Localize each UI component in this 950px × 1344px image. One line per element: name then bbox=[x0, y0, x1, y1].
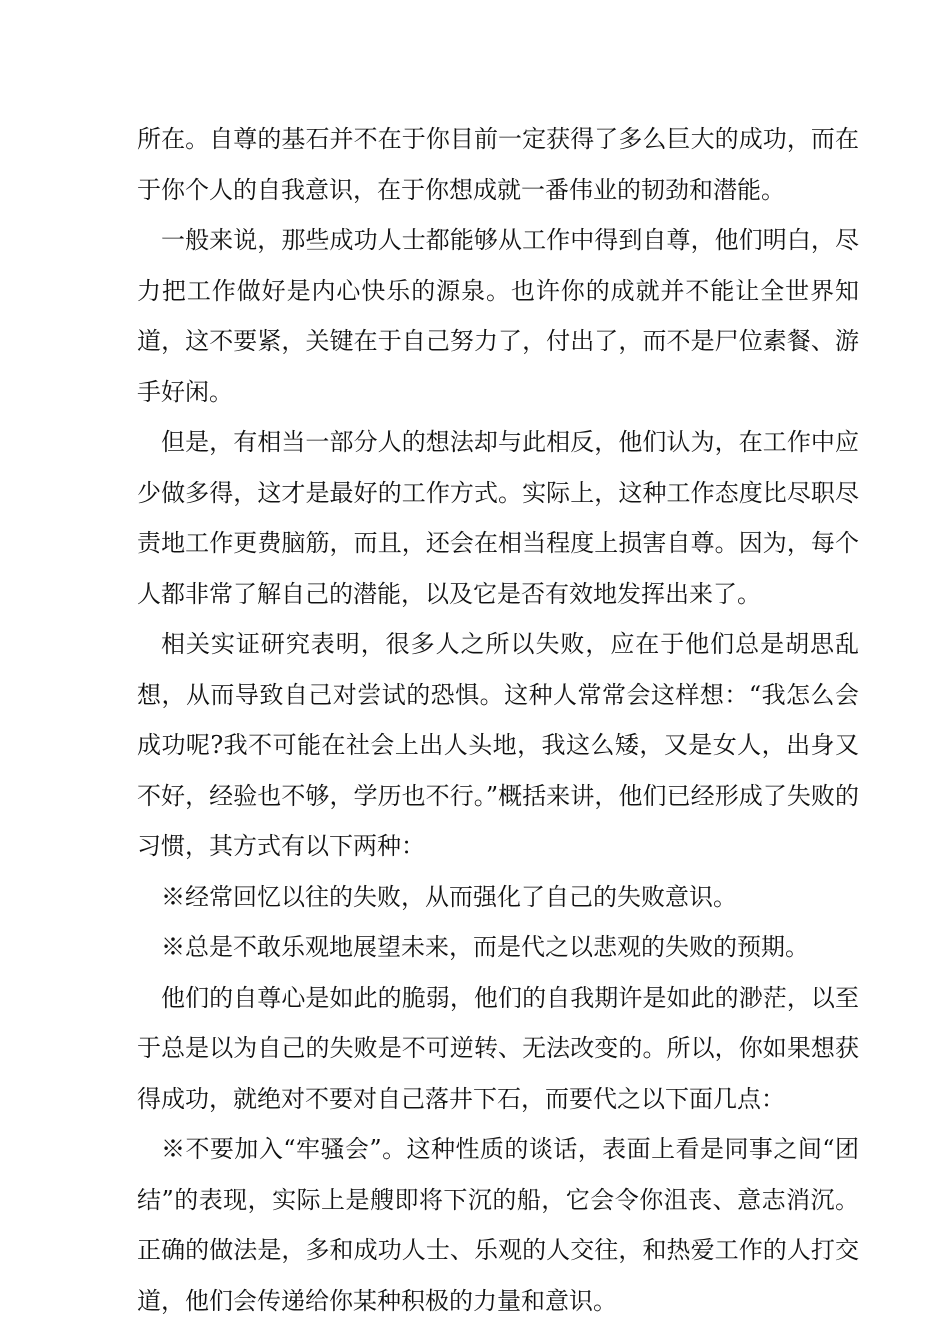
paragraph-research-failure: 相关实证研究表明，很多人之所以失败，应在于他们总是胡思乱想，从而导致自己对尝试的恐惧。这种人常常会这样想：“我怎么会成功呢?我不可能在社会上出人头地，我这么矮，又是女人，出身又不好，经验也不够，学历也不行。”概括来讲，他们已经形成了失败的习惯，其方式有以下两种： bbox=[137, 630, 859, 860]
paragraph-continuation: 所在。自尊的基石并不在于你目前一定获得了多么巨大的成功，而在于你个人的自我意识，在于你想成就一番伟业的韧劲和潜能。 bbox=[137, 125, 859, 204]
paragraph-fragile-self-esteem: 他们的自尊心是如此的脆弱，他们的自我期许是如此的渺茫，以至于总是以为自己的失败是不可逆转、无法改变的。所以，你如果想获得成功，就绝对不要对自己落井下石，而要代之以下面几点： bbox=[137, 983, 859, 1113]
bullet-pessimistic-expectation: ※总是不敢乐观地展望未来，而是代之以悲观的失败的预期。 bbox=[161, 933, 809, 961]
bullet-recall-failure: ※经常回忆以往的失败，从而强化了自己的失败意识。 bbox=[161, 882, 737, 911]
document-body bbox=[137, 114, 859, 1326]
paragraph-opposite-view: 但是，有相当一部分人的想法却与此相反，他们认为，在工作中应少做多得，这才是最好的工作方式。实际上，这种工作态度比尽职尽责地工作更费脑筋，而且，还会在相当程度上损害自尊。因为，每个人都非常了解自己的潜能，以及它是否有效地发挥出来了。 bbox=[137, 428, 859, 608]
paragraph-success-self-respect: 一般来说，那些成功人士都能够从工作中得到自尊，他们明白，尽力把工作做好是内心快乐的源泉。也许你的成就并不能让全世界知道，这不要紧，关键在于自己努力了，付出了，而不是尸位素餐、游手好闲。 bbox=[137, 226, 859, 406]
bullet-no-complaint-club: ※不要加入“牢骚会”。这种性质的谈话，表面上看是同事之间“团结”的表现，实际上是艘即将下沉的船，它会令你沮丧、意志消沉。正确的做法是，多和成功人士、乐观的人交往，和热爱工作的人打交道，他们会传递给你某种积极的力量和意识。 bbox=[137, 1135, 859, 1315]
